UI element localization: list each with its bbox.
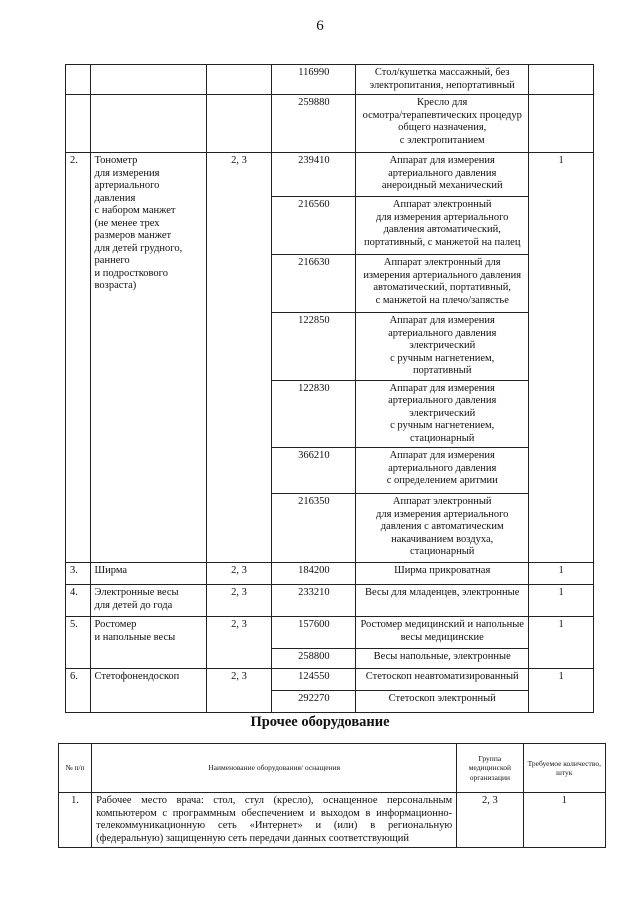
code-cell: 259880 [272, 95, 356, 153]
row-number [66, 95, 91, 153]
section-title: Прочее оборудование [250, 714, 390, 730]
header-name: Наименование оборудования/ оснащения [92, 744, 457, 793]
group-cell: 2, 3 [206, 585, 272, 617]
qty-cell: 1 [529, 153, 594, 563]
code-cell: 122830 [272, 380, 356, 448]
table-row [59, 793, 606, 848]
qty-cell: 1 [529, 669, 594, 713]
equipment-name [90, 65, 206, 95]
group-cell: 2, 3 [206, 153, 272, 563]
qty-cell: 1 [523, 793, 605, 848]
other-equipment-table [58, 743, 606, 848]
code-cell: 366210 [272, 448, 356, 494]
row-number: 6. [66, 669, 91, 713]
code-cell: 292270 [272, 691, 356, 713]
description-cell: Ростомер медицинский и напольные весы медицинские [356, 617, 529, 649]
table-row [66, 153, 594, 197]
qty-cell [529, 65, 594, 95]
description-cell: Аппарат для измерения артериального давления электрический с ручным нагнетением, стационарный [356, 380, 529, 448]
code-cell: 122850 [272, 313, 356, 381]
table-row [66, 65, 594, 95]
description-cell: Весы напольные, электронные [356, 649, 529, 669]
code-cell: 124550 [272, 669, 356, 691]
group-cell: 2, 3 [206, 617, 272, 669]
equipment-name: Тонометр для измерения артериального давления с набором манжет (не менее трех размеров манжет для детей грудного, раннего и подросткового возраста) [90, 153, 206, 563]
qty-cell: 1 [529, 563, 594, 585]
equipment-name: Стетофонендоскоп [90, 669, 206, 713]
group-cell [206, 95, 272, 153]
table-row [66, 617, 594, 649]
description-cell: Весы для младенцев, электронные [356, 585, 529, 617]
code-cell: 216630 [272, 255, 356, 313]
description-cell: Аппарат электронный для измерения артериального давления автоматический, портативный, с манжетой на палец [356, 197, 529, 255]
qty-cell: 1 [529, 585, 594, 617]
description-cell: Аппарат электронный для измерения артериального давления автоматический, портативный, с манжетой на плечо/запястье [356, 255, 529, 313]
description-cell: Стетоскоп неавтоматизированный [356, 669, 529, 691]
equipment-name: Рабочее место врача: стол, стул (кресло), оснащенное персональным компьютером с программным обеспечением и выходом в информационно-телекоммуникационную сеть «Интернет» и (или) в региональную (федеральную) защищенную сеть передачи данных соответствующий [92, 793, 457, 848]
page-number: 6 [316, 18, 324, 34]
code-cell: 116990 [272, 65, 356, 95]
description-cell: Аппарат для измерения артериального давления электрический с ручным нагнетением, портативный [356, 313, 529, 381]
table-row [66, 563, 594, 585]
row-number [66, 65, 91, 95]
code-cell: 216560 [272, 197, 356, 255]
equipment-name: Ростомер и напольные весы [90, 617, 206, 669]
qty-cell: 1 [529, 617, 594, 669]
header-qty: Требуемое количество, штук [523, 744, 605, 793]
group-cell: 2, 3 [206, 563, 272, 585]
code-cell: 239410 [272, 153, 356, 197]
row-number: 2. [66, 153, 91, 563]
table-header-row [59, 744, 606, 793]
description-cell: Кресло для осмотра/терапевтических процедур общего назначения, с электропитанием [356, 95, 529, 153]
description-cell: Аппарат для измерения артериального давления с определением аритмии [356, 448, 529, 494]
qty-cell [529, 95, 594, 153]
table-row [66, 585, 594, 617]
equipment-name [90, 95, 206, 153]
table-row [66, 669, 594, 691]
code-cell: 258800 [272, 649, 356, 669]
code-cell: 157600 [272, 617, 356, 649]
equipment-table [65, 64, 594, 713]
row-number: 3. [66, 563, 91, 585]
group-cell: 2, 3 [206, 669, 272, 713]
equipment-name: Электронные весы для детей до года [90, 585, 206, 617]
row-number: 4. [66, 585, 91, 617]
group-cell: 2, 3 [457, 793, 523, 848]
description-cell: Стетоскоп электронный [356, 691, 529, 713]
equipment-name: Ширма [90, 563, 206, 585]
code-cell: 233210 [272, 585, 356, 617]
code-cell: 216350 [272, 494, 356, 563]
description-cell: Ширма прикроватная [356, 563, 529, 585]
group-cell [206, 65, 272, 95]
header-group: Группа медицинской организации [457, 744, 523, 793]
header-number: № п/п [59, 744, 92, 793]
description-cell: Аппарат для измерения артериального давления анероидный механический [356, 153, 529, 197]
table-row [66, 95, 594, 153]
description-cell: Аппарат электронный для измерения артериального давления с автоматическим накачиванием воздуха, стационарный [356, 494, 529, 563]
row-number: 5. [66, 617, 91, 669]
code-cell: 184200 [272, 563, 356, 585]
row-number: 1. [59, 793, 92, 848]
description-cell: Стол/кушетка массажный, без электропитания, непортативный [356, 65, 529, 95]
